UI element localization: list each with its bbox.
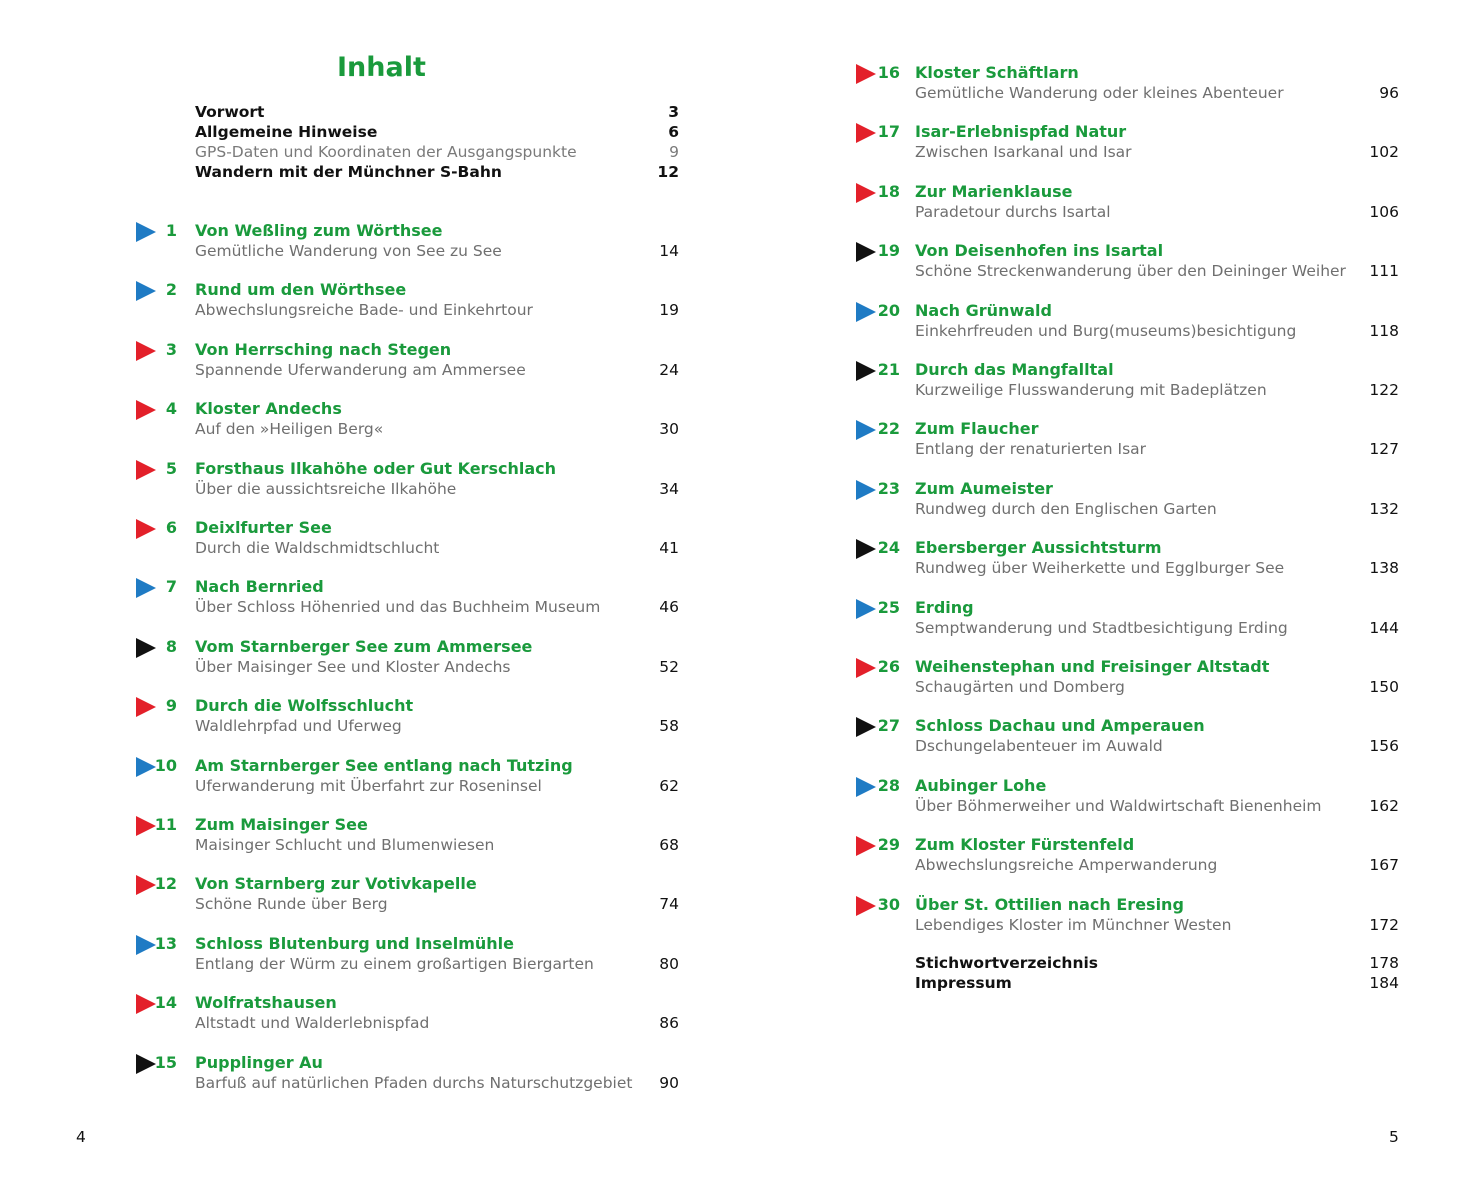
- tour-entry[interactable]: [856, 657, 1399, 699]
- tour-number: 1: [165, 221, 177, 240]
- tour-number: 11: [154, 815, 177, 834]
- tour-number: 7: [165, 577, 177, 596]
- tour-subtitle: Kurzweilige Flusswanderung mit Badeplätzen: [915, 381, 1267, 399]
- tour-title: Deixlfurter See: [195, 518, 332, 537]
- entry-label: Wandern mit der Münchner S-Bahn: [195, 163, 502, 181]
- tour-number: 23: [877, 479, 900, 498]
- tour-page-number: 111: [1369, 262, 1399, 280]
- tour-subtitle: Entlang der Würm zu einem großartigen Biergarten: [195, 955, 594, 973]
- tour-number: 19: [877, 241, 900, 260]
- tour-number: 4: [165, 399, 177, 418]
- tour-number: 24: [877, 538, 900, 557]
- tour-entry[interactable]: [856, 776, 1399, 818]
- tour-entry[interactable]: [136, 874, 679, 916]
- tour-entry[interactable]: [856, 479, 1399, 521]
- tour-title: Kloster Schäftlarn: [915, 63, 1079, 82]
- entry-page: 12: [657, 163, 679, 181]
- tour-subtitle: Rundweg durch den Englischen Garten: [915, 500, 1217, 518]
- tour-title: Nach Grünwald: [915, 301, 1052, 320]
- tour-page-number: 106: [1369, 203, 1399, 221]
- tour-page-number: 19: [659, 301, 679, 319]
- tour-subtitle: Auf den »Heiligen Berg«: [195, 420, 384, 438]
- tour-subtitle: Gemütliche Wanderung oder kleines Abenteuer: [915, 84, 1284, 102]
- tour-subtitle: Waldlehrpfad und Uferweg: [195, 717, 402, 735]
- tour-entry[interactable]: [856, 182, 1399, 224]
- tour-subtitle: Einkehrfreuden und Burg(museums)besichtigung: [915, 322, 1297, 340]
- tour-subtitle: Lebendiges Kloster im Münchner Westen: [915, 916, 1232, 934]
- tour-subtitle: Über die aussichtsreiche Ilkahöhe: [195, 480, 457, 498]
- tour-number: 14: [154, 993, 177, 1012]
- tour-page-number: 62: [659, 777, 679, 795]
- tour-number: 25: [877, 598, 900, 617]
- tour-title: Kloster Andechs: [195, 399, 342, 418]
- tour-title: Zum Aumeister: [915, 479, 1053, 498]
- tour-number: 15: [154, 1053, 177, 1072]
- entry-page: 3: [668, 103, 679, 121]
- tour-subtitle: Spannende Uferwanderung am Ammersee: [195, 361, 526, 379]
- tour-page-number: 74: [659, 895, 679, 913]
- tour-subtitle: Entlang der renaturierten Isar: [915, 440, 1147, 458]
- tour-page-number: 96: [1379, 84, 1399, 102]
- tour-entry[interactable]: [856, 301, 1399, 343]
- tour-page-number: 167: [1369, 856, 1399, 874]
- page-number-left: 4: [76, 1128, 86, 1146]
- tour-number: 6: [165, 518, 177, 537]
- tour-subtitle: Gemütliche Wanderung von See zu See: [195, 242, 502, 260]
- tour-subtitle: Durch die Waldschmidtschlucht: [195, 539, 440, 557]
- tour-entry[interactable]: [136, 459, 679, 501]
- page-title: Inhalt: [337, 52, 426, 83]
- tour-number: 3: [165, 340, 177, 359]
- tour-page-number: 118: [1369, 322, 1399, 340]
- tour-subtitle: Uferwanderung mit Überfahrt zur Roseninsel: [195, 777, 542, 795]
- tour-number: 18: [877, 182, 900, 201]
- tour-title: Pupplinger Au: [195, 1053, 323, 1072]
- tour-title: Weihenstephan und Freisinger Altstadt: [915, 657, 1270, 676]
- tour-entry[interactable]: [856, 716, 1399, 758]
- tour-title: Zum Maisinger See: [195, 815, 368, 834]
- tour-entry[interactable]: [856, 419, 1399, 461]
- tour-title: Schloss Blutenburg und Inselmühle: [195, 934, 515, 953]
- tour-entry[interactable]: [136, 1053, 679, 1095]
- tour-subtitle: Über Böhmerweiher und Waldwirtschaft Bienenheim: [915, 797, 1322, 815]
- tour-page-number: 102: [1369, 143, 1399, 161]
- page-number-right: 5: [1389, 1128, 1399, 1146]
- tour-number: 12: [154, 874, 177, 893]
- tour-subtitle: Über Schloss Höhenried und das Buchheim Museum: [195, 598, 601, 616]
- entry-page: 9: [669, 143, 679, 161]
- tour-subtitle: Semptwanderung und Stadtbesichtigung Erding: [915, 619, 1288, 637]
- tour-number: 2: [165, 280, 177, 299]
- tour-subtitle: Altstadt und Walderlebnispfad: [195, 1014, 430, 1032]
- tour-subtitle: Zwischen Isarkanal und Isar: [915, 143, 1132, 161]
- tour-page-number: 90: [659, 1074, 679, 1092]
- tour-title: Rund um den Wörthsee: [195, 280, 407, 299]
- tour-subtitle: Dschungelabenteuer im Auwald: [915, 737, 1163, 755]
- tour-page-number: 156: [1369, 737, 1399, 755]
- tour-entry[interactable]: [856, 63, 1399, 105]
- tour-title: Zum Kloster Fürstenfeld: [915, 835, 1135, 854]
- tour-subtitle: Rundweg über Weiherkette und Egglburger See: [915, 559, 1285, 577]
- tour-entry[interactable]: [136, 696, 679, 738]
- tour-number: 16: [877, 63, 900, 82]
- front-matter-entry[interactable]: [195, 122, 679, 142]
- tour-number: 8: [165, 637, 177, 656]
- back-matter-entry[interactable]: [915, 973, 1399, 993]
- tour-entry[interactable]: [136, 756, 679, 798]
- tour-title: Wolfratshausen: [195, 993, 337, 1012]
- tour-number: 28: [877, 776, 900, 795]
- front-matter-entry[interactable]: [195, 142, 679, 162]
- tour-title: Von Deisenhofen ins Isartal: [915, 241, 1164, 260]
- tour-page-number: 24: [659, 361, 679, 379]
- tour-title: Von Herrsching nach Stegen: [195, 340, 452, 359]
- tour-entry[interactable]: [856, 360, 1399, 402]
- left-page: [0, 0, 738, 1182]
- tour-subtitle: Barfuß auf natürlichen Pfaden durchs Naturschutzgebiet: [195, 1074, 633, 1092]
- tour-page-number: 68: [659, 836, 679, 854]
- tour-title: Von Starnberg zur Votivkapelle: [195, 874, 477, 893]
- tour-page-number: 30: [659, 420, 679, 438]
- tour-page-number: 162: [1369, 797, 1399, 815]
- tour-number: 10: [154, 756, 177, 775]
- tour-subtitle: Maisinger Schlucht und Blumenwiesen: [195, 836, 495, 854]
- tour-title: Aubinger Lohe: [915, 776, 1047, 795]
- tour-entry[interactable]: [856, 241, 1399, 283]
- tour-page-number: 138: [1369, 559, 1399, 577]
- entry-page: 184: [1369, 974, 1399, 992]
- tour-subtitle: Über Maisinger See und Kloster Andechs: [195, 658, 511, 676]
- tour-title: Durch das Mangfalltal: [915, 360, 1114, 379]
- tour-entry[interactable]: [136, 815, 679, 857]
- entry-label: Allgemeine Hinweise: [195, 123, 378, 141]
- tour-title: Vom Starnberger See zum Ammersee: [195, 637, 533, 656]
- tour-entry[interactable]: [136, 221, 679, 263]
- tour-subtitle: Abwechslungsreiche Bade- und Einkehrtour: [195, 301, 533, 319]
- tour-title: Am Starnberger See entlang nach Tutzing: [195, 756, 573, 775]
- tour-title: Ebersberger Aussichtsturm: [915, 538, 1162, 557]
- tour-number: 21: [877, 360, 900, 379]
- entry-page: 178: [1369, 954, 1399, 972]
- tour-entry[interactable]: [856, 122, 1399, 164]
- tour-number: 9: [165, 696, 177, 715]
- tour-page-number: 122: [1369, 381, 1399, 399]
- tour-title: Zum Flaucher: [915, 419, 1039, 438]
- tour-number: 26: [877, 657, 900, 676]
- entry-label: Stichwortverzeichnis: [915, 954, 1099, 972]
- tour-number: 30: [877, 895, 900, 914]
- tour-page-number: 132: [1369, 500, 1399, 518]
- tour-subtitle: Schöne Runde über Berg: [195, 895, 388, 913]
- entry-label: Vorwort: [195, 103, 265, 121]
- tour-title: Durch die Wolfsschlucht: [195, 696, 414, 715]
- tour-page-number: 14: [659, 242, 679, 260]
- tour-page-number: 80: [659, 955, 679, 973]
- tour-subtitle: Schöne Streckenwanderung über den Deininger Weiher: [915, 262, 1346, 280]
- tour-subtitle: Paradetour durchs Isartal: [915, 203, 1111, 221]
- tour-number: 29: [877, 835, 900, 854]
- tour-title: Erding: [915, 598, 974, 617]
- tour-entry[interactable]: [856, 895, 1399, 937]
- tour-title: Forsthaus Ilkahöhe oder Gut Kerschlach: [195, 459, 556, 478]
- back-matter-entry[interactable]: [915, 953, 1399, 973]
- tour-number: 5: [165, 459, 177, 478]
- tour-title: Schloss Dachau und Amperauen: [915, 716, 1205, 735]
- tour-page-number: 86: [659, 1014, 679, 1032]
- tour-entry[interactable]: [136, 280, 679, 322]
- tour-entry[interactable]: [136, 518, 679, 560]
- tour-subtitle: Schaugärten und Domberg: [915, 678, 1125, 696]
- tour-entry[interactable]: [136, 399, 679, 441]
- tour-number: 27: [877, 716, 900, 735]
- tour-title: Isar-Erlebnispfad Natur: [915, 122, 1127, 141]
- tour-page-number: 58: [659, 717, 679, 735]
- tour-number: 17: [877, 122, 900, 141]
- tour-page-number: 144: [1369, 619, 1399, 637]
- tour-entry[interactable]: [136, 577, 679, 619]
- tour-number: 22: [877, 419, 900, 438]
- entry-page: 6: [668, 123, 679, 141]
- tour-page-number: 41: [659, 539, 679, 557]
- tour-page-number: 172: [1369, 916, 1399, 934]
- tour-entry[interactable]: [136, 934, 679, 976]
- tour-entry[interactable]: [856, 835, 1399, 877]
- tour-page-number: 34: [659, 480, 679, 498]
- tour-entry[interactable]: [136, 637, 679, 679]
- right-page: [738, 0, 1477, 1182]
- tour-number: 13: [154, 934, 177, 953]
- tour-page-number: 150: [1369, 678, 1399, 696]
- front-matter-entry[interactable]: [195, 162, 679, 182]
- front-matter-entry[interactable]: [195, 102, 679, 122]
- tour-page-number: 52: [659, 658, 679, 676]
- tour-page-number: 127: [1369, 440, 1399, 458]
- tour-entry[interactable]: [856, 538, 1399, 580]
- tour-number: 20: [877, 301, 900, 320]
- tour-title: Von Weßling zum Wörthsee: [195, 221, 443, 240]
- entry-label: Impressum: [915, 974, 1012, 992]
- entry-label: GPS-Daten und Koordinaten der Ausgangspunkte: [195, 143, 577, 161]
- tour-title: Über St. Ottilien nach Eresing: [915, 895, 1184, 914]
- tour-title: Zur Marienklause: [915, 182, 1073, 201]
- tour-subtitle: Abwechslungsreiche Amperwanderung: [915, 856, 1218, 874]
- tour-page-number: 46: [659, 598, 679, 616]
- tour-entry[interactable]: [136, 993, 679, 1035]
- tour-title: Nach Bernried: [195, 577, 324, 596]
- tour-entry[interactable]: [136, 340, 679, 382]
- tour-entry[interactable]: [856, 598, 1399, 640]
